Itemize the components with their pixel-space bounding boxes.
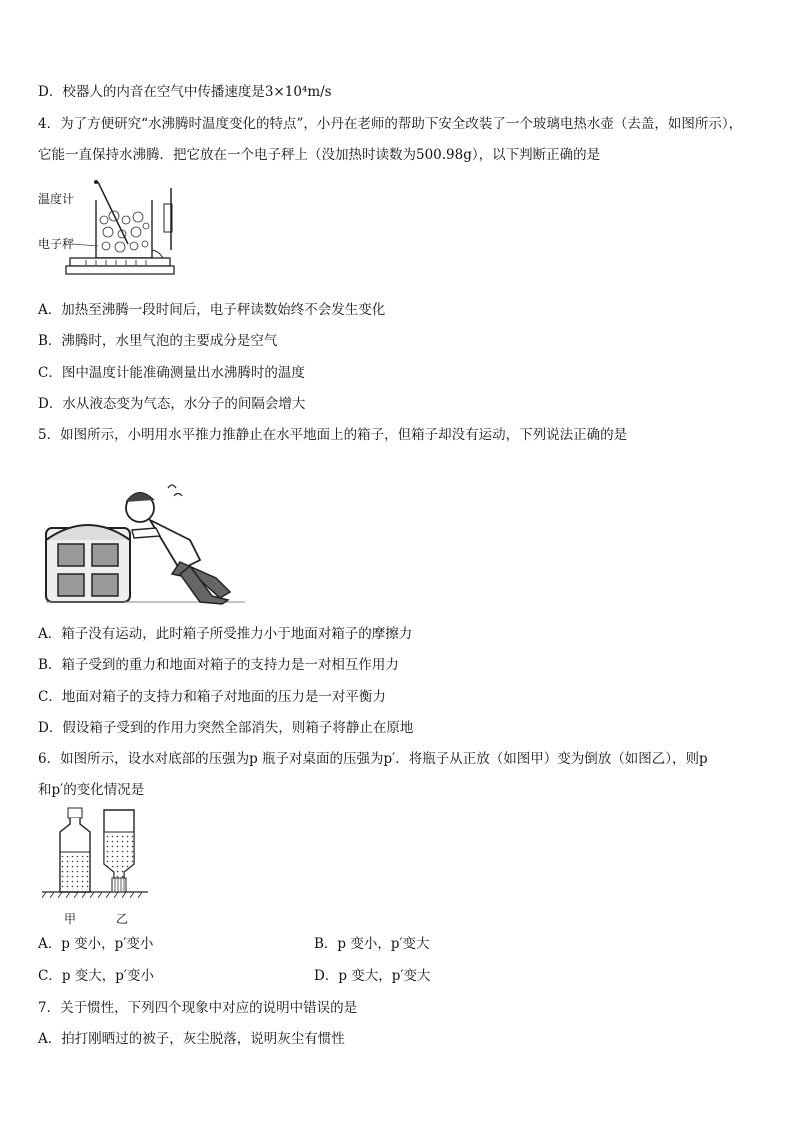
q6-option-a: A．p 变小，p′变小 bbox=[38, 936, 154, 952]
q7-stem: 7．关于惯性，下列四个现象中对应的说明中错误的是 bbox=[38, 1000, 358, 1016]
q5-option-a: A．箱子没有运动，此时箱子所受推力小于地面对箱子的摩擦力 bbox=[38, 626, 413, 642]
q6-stem-line1: 6．如图所示，设水对底部的压强为p 瓶子对桌面的压强为p′．将瓶子从正放（如图甲）变为倒放（如图乙），则p bbox=[38, 751, 708, 767]
q4-figure-kettle-on-scale bbox=[36, 180, 196, 280]
q6-option-b: B．p 变小，p′变大 bbox=[314, 936, 430, 952]
q6-option-d: D．p 变大，p′变大 bbox=[314, 968, 431, 984]
q6-option-c: C．p 变大，p′变小 bbox=[38, 968, 154, 984]
q4-stem-line1: 4．为了方便研究“水沸腾时温度变化的特点”，小丹在老师的帮助下安全改装了一个玻璃电热水壶（去盖，如图所示）， bbox=[38, 116, 743, 132]
q3-option-d: D．校器人的内音在空气中传播速度是3×10⁴m/s bbox=[38, 84, 332, 100]
thermometer-label: 温度计 bbox=[38, 192, 75, 206]
q4-option-b: B．沸腾时，水里气泡的主要成分是空气 bbox=[38, 333, 278, 349]
q5-stem: 5．如图所示，小明用水平推力推静止在水平地面上的箱子，但箱子却没有运动，下列说法正确的是 bbox=[38, 427, 628, 443]
q5-option-c: C．地面对箱子的支持力和箱子对地面的压力是一对平衡力 bbox=[38, 689, 386, 705]
q6-stem-line2: 和p′的变化情况是 bbox=[38, 782, 145, 798]
bottle-label-yi: 乙 bbox=[116, 912, 129, 926]
q4-option-c: C．图中温度计能准确测量出水沸腾时的温度 bbox=[38, 365, 305, 381]
q7-option-a: A．拍打刚晒过的被子，灰尘脱落，说明灰尘有惯性 bbox=[38, 1031, 345, 1047]
scale-label: 电子秤 bbox=[38, 237, 75, 251]
q4-option-d: D．水从液态变为气态，水分子的间隔会增大 bbox=[38, 396, 306, 412]
q4-stem-line2: 它能一直保持水沸腾．把它放在一个电子秤上（没加热时读数为500.98g），以下判断正确的是 bbox=[38, 147, 601, 163]
q5-option-b: B．箱子受到的重力和地面对箱子的支持力是一对相互作用力 bbox=[38, 657, 399, 673]
q5-option-d: D．假设箱子受到的作用力突然全部消失，则箱子将静止在原地 bbox=[38, 720, 414, 736]
bottle-label-jia: 甲 bbox=[64, 912, 77, 926]
q4-option-a: A．加热至沸腾一段时间后，电子秤读数始终不会发生变化 bbox=[38, 302, 386, 318]
q6-figure-bottles bbox=[40, 804, 150, 930]
q5-figure-boy-pushing-box bbox=[40, 470, 250, 610]
